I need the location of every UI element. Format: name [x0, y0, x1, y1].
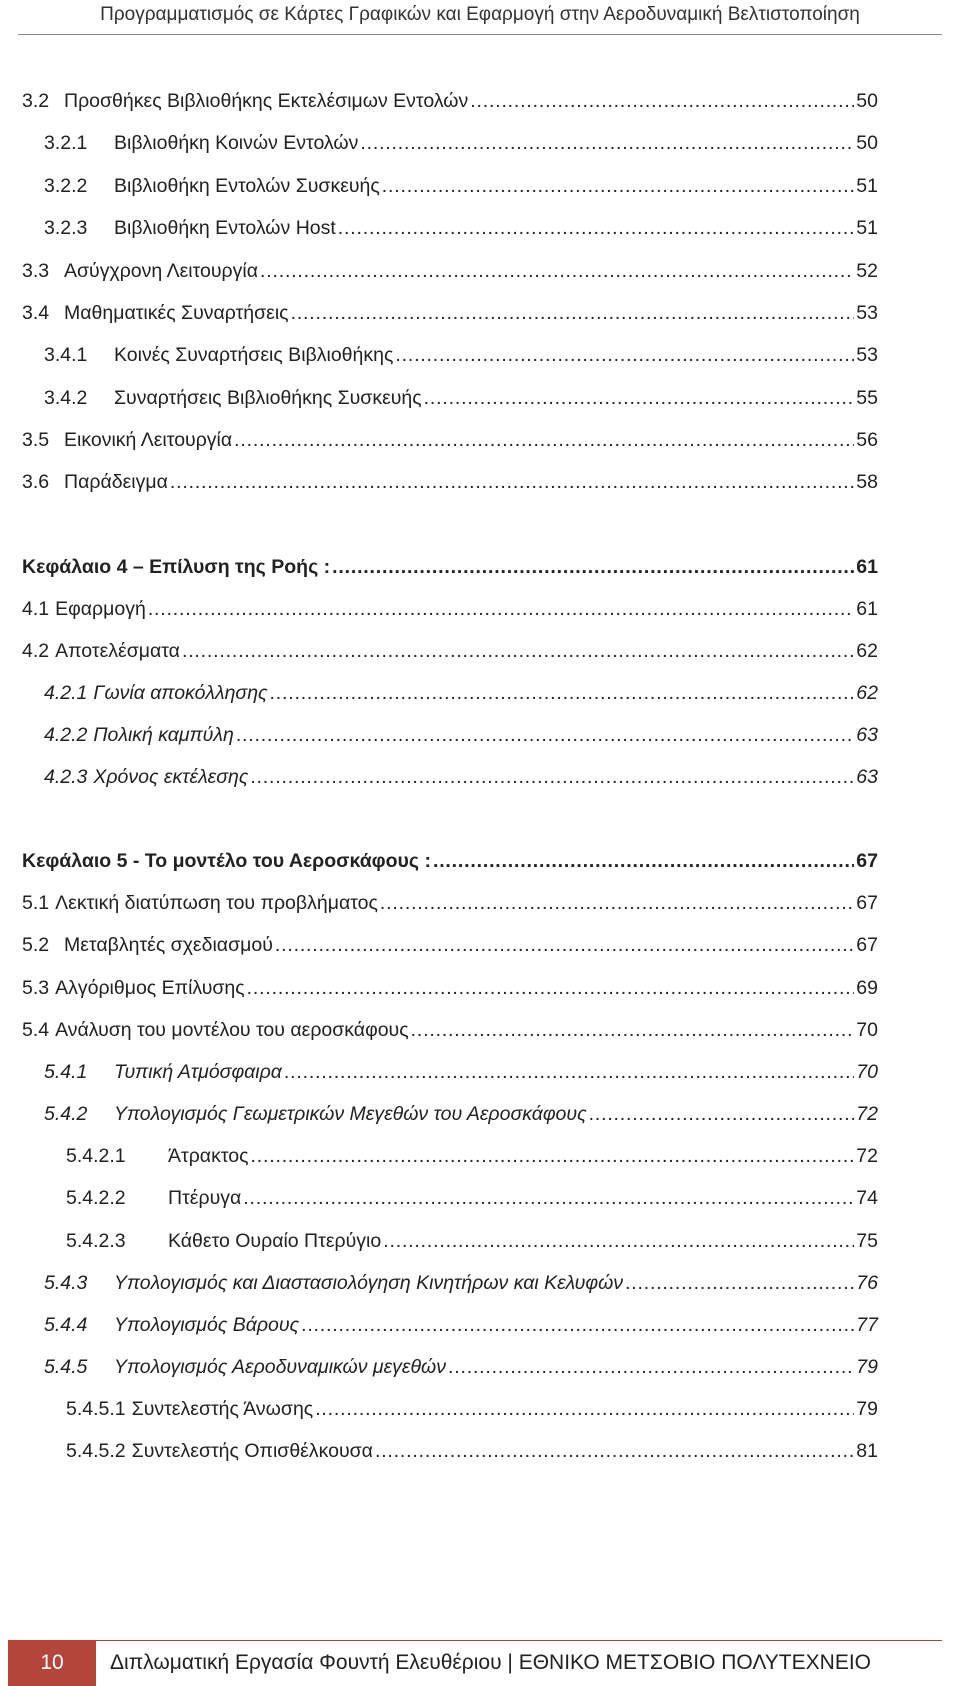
toc-entry: [44, 720, 878, 750]
toc-entry-title: Κοινές Συναρτήσεις Βιβλιοθήκης: [114, 344, 394, 366]
toc-entry: [44, 171, 878, 201]
toc-page-number: 72: [856, 1103, 878, 1125]
toc-page-number: 74: [856, 1187, 878, 1209]
toc-entry-title: Υπολογισμός και Διαστασιολόγηση Κινητήρων και Κελυφών: [114, 1272, 624, 1294]
toc-dot-leader: [375, 1436, 854, 1466]
toc-entry: [66, 1226, 878, 1256]
toc-dot-leader: [275, 930, 854, 960]
toc-entry-heading: [44, 762, 248, 792]
toc-entry-number: 3.4.2: [44, 387, 88, 409]
toc-entry-title: Υπολογισμός Γεωμετρικών Μεγεθών του Αεροσκάφους: [114, 1103, 587, 1125]
toc-page-number: 51: [856, 217, 878, 239]
toc-entry-title: Κάθετο Ουραίο Πτερύγιο: [168, 1230, 382, 1252]
toc-entry-heading: [44, 1310, 299, 1340]
toc-chapter-entry: [22, 846, 878, 876]
toc-entry-number: 5.2: [22, 934, 50, 956]
toc-entry-number: 5.4.5.1: [66, 1398, 126, 1420]
toc-entry-number: 5.4.2: [44, 1103, 88, 1125]
toc-page-number: 51: [856, 175, 878, 197]
toc-entry-heading: [22, 298, 289, 328]
toc-page-number: 50: [856, 132, 878, 154]
toc-dot-leader: [448, 1352, 854, 1382]
toc-entry-title: Κεφάλαιο 5 - Το μοντέλο του Αεροσκάφους :: [22, 850, 431, 872]
toc-dot-leader: [315, 1394, 854, 1424]
toc-entry-heading: [22, 467, 168, 497]
toc-page-number: 76: [856, 1272, 878, 1294]
toc-entry-title: Χρόνος εκτέλεσης: [93, 766, 249, 788]
toc-page-number: 56: [856, 429, 878, 451]
toc-entry-heading: [22, 846, 431, 876]
toc-entry-title: Εικονική Λειτουργία: [64, 429, 233, 451]
toc-page-number: 61: [856, 556, 878, 578]
toc-entry: [66, 1394, 878, 1424]
toc-entry-heading: [22, 86, 468, 116]
toc-entry-number: 3.6: [22, 471, 50, 493]
toc-entry-heading: [22, 594, 146, 624]
toc-dot-leader: [470, 86, 854, 116]
toc-entry-title: Συντελεστής Οπισθέλκουσα: [131, 1440, 373, 1462]
toc-entry: [22, 888, 878, 918]
toc-entry: [44, 340, 878, 370]
toc-entry-heading: [22, 552, 330, 582]
toc-dot-leader: [380, 888, 854, 918]
toc-page-number: 72: [856, 1145, 878, 1167]
toc-entry-number: 4.2.2: [44, 724, 88, 746]
toc-entry-title: Βιβλιοθήκη Εντολών Host: [114, 217, 336, 239]
toc-page-number: 69: [856, 977, 878, 999]
toc-entry-title: Τυπική Ατμόσφαιρα: [114, 1061, 282, 1083]
toc-page-number: 81: [856, 1440, 878, 1462]
toc-entry: [22, 930, 878, 960]
toc-entry: [44, 1057, 878, 1087]
toc-entry: [44, 762, 878, 792]
toc-page-number: 50: [856, 90, 878, 112]
toc-dot-leader: [411, 1015, 855, 1045]
toc-entry: [44, 383, 878, 413]
toc-entry-title: Συντελεστής Άνωσης: [131, 1398, 314, 1420]
toc-dot-leader: [182, 636, 854, 666]
toc-entry: [22, 425, 878, 455]
toc-entry: [22, 256, 878, 286]
toc-dot-leader: [424, 383, 855, 413]
toc-entry-number: 3.4.1: [44, 344, 88, 366]
toc-entry-heading: [44, 1099, 587, 1129]
toc-page-number: 55: [856, 387, 878, 409]
toc-entry-title: Συναρτήσεις Βιβλιοθήκης Συσκευής: [114, 387, 422, 409]
toc-entry-heading: [44, 213, 336, 243]
toc-page-number: 58: [856, 471, 878, 493]
toc-entry: [22, 467, 878, 497]
toc-entry-number: 5.1: [22, 892, 50, 914]
toc-entry-title: Ανάλυση του μοντέλου του αεροσκάφους: [55, 1019, 409, 1041]
toc-entry-title: Πολική καμπύλη: [93, 724, 234, 746]
toc-entry-heading: [66, 1226, 381, 1256]
toc-entry-number: 5.4.2.2: [66, 1187, 126, 1209]
toc-entry-heading: [22, 1015, 409, 1045]
toc-entry-number: 5.4.4: [44, 1314, 88, 1336]
toc-entry-title: Υπολογισμός Αεροδυναμικών μεγεθών: [114, 1356, 446, 1378]
toc-page-number: 52: [856, 260, 878, 282]
toc-chapter-entry: [22, 552, 878, 582]
toc-entry: [66, 1183, 878, 1213]
toc-dot-leader: [234, 425, 854, 455]
toc-entry-title: Βιβλιοθήκη Εντολών Συσκευής: [114, 175, 380, 197]
toc-dot-leader: [236, 720, 854, 750]
toc-entry-title: Αποτελέσματα: [55, 640, 180, 662]
toc-entry-heading: [44, 1352, 446, 1382]
toc-page-number: 62: [856, 640, 878, 662]
toc-entry: [44, 1310, 878, 1340]
toc-entry-heading: [44, 340, 393, 370]
toc-entry-heading: [44, 1057, 282, 1087]
toc-entry-number: 5.4.2.1: [66, 1145, 126, 1167]
toc-entry-title: Ασύγχρονη Λειτουργία: [64, 260, 259, 282]
toc-entry-heading: [44, 678, 268, 708]
toc-entry-heading: [44, 383, 422, 413]
toc-entry-title: Βιβλιοθήκη Κοινών Εντολών: [114, 132, 359, 154]
toc-dot-leader: [625, 1268, 854, 1298]
toc-entry-number: 5.4.1: [44, 1061, 88, 1083]
toc-entry-title: Προσθήκες Βιβλιοθήκης Εκτελέσιμων Εντολών: [64, 90, 469, 112]
toc-entry-number: 3.2.3: [44, 217, 88, 239]
running-header: Προγραμματισμός σε Κάρτες Γραφικών και Εφαρμογή στην Αεροδυναμική Βελτιστοποίηση: [100, 4, 860, 25]
toc-dot-leader: [395, 340, 854, 370]
toc-entry-heading: [22, 256, 258, 286]
toc-entry-number: 3.2.1: [44, 132, 88, 154]
toc-page-number: 67: [856, 892, 878, 914]
toc-dot-leader: [170, 467, 854, 497]
footer-text: Διπλωματική Εργασία Φουντή Ελευθέριου | ΕΘΝΙΚΟ ΜΕΤΣΟΒΙΟ ΠΟΛΥΤΕΧΝΕΙΟ: [110, 1651, 871, 1674]
toc-dot-leader: [284, 1057, 854, 1087]
toc-dot-leader: [332, 552, 854, 582]
toc-entry-heading: [66, 1394, 313, 1424]
toc-dot-leader: [270, 678, 855, 708]
toc-entry: [66, 1436, 878, 1466]
toc-entry-number: 4.2.1: [44, 682, 88, 704]
toc-entry-number: 3.5: [22, 429, 50, 451]
toc-dot-leader: [291, 298, 855, 328]
toc-entry-title: Μεταβλητές σχεδιασμού: [64, 934, 273, 956]
toc-entry-number: 5.4.3: [44, 1272, 88, 1294]
toc-entry-title: Υπολογισμός Βάρους: [114, 1314, 300, 1336]
toc-entry-title: Άτρακτος: [168, 1145, 249, 1167]
toc-entry-number: 3.3: [22, 260, 50, 282]
toc-page-number: 63: [856, 766, 878, 788]
toc-page-number: 67: [856, 850, 878, 872]
toc-entry: [44, 1099, 878, 1129]
toc-entry-heading: [44, 171, 380, 201]
toc-page-number: 63: [856, 724, 878, 746]
toc-entry-heading: [44, 720, 234, 750]
toc-entry: [44, 1268, 878, 1298]
toc-entry-heading: [66, 1141, 249, 1171]
toc-page-number: 70: [856, 1019, 878, 1041]
toc-page-number: 79: [856, 1398, 878, 1420]
toc-entry-number: 5.3: [22, 977, 50, 999]
toc-entry-heading: [66, 1436, 373, 1466]
toc-entry-number: 3.2.2: [44, 175, 88, 197]
toc-entry-number: 5.4: [22, 1019, 50, 1041]
toc-page-number: 77: [856, 1314, 878, 1336]
toc-dot-leader: [251, 1141, 855, 1171]
toc-entry: [22, 86, 878, 116]
toc-entry: [22, 1015, 878, 1045]
toc-entry-title: Λεκτική διατύπωση του προβλήματος: [55, 892, 378, 914]
toc-entry: [66, 1141, 878, 1171]
toc-dot-leader: [243, 1183, 854, 1213]
toc-entry-title: Μαθηματικές Συναρτήσεις: [64, 302, 289, 324]
toc-entry-heading: [44, 128, 358, 158]
toc-dot-leader: [301, 1310, 854, 1340]
toc-page-number: 62: [856, 682, 878, 704]
toc-entry-number: 5.4.5.2: [66, 1440, 126, 1462]
toc-dot-leader: [247, 973, 855, 1003]
toc-dot-leader: [382, 171, 855, 201]
toc-page-number: 70: [856, 1061, 878, 1083]
toc-entry-number: 3.2: [22, 90, 50, 112]
toc-entry: [22, 636, 878, 666]
toc-page-number: 79: [856, 1356, 878, 1378]
toc-entry-heading: [22, 425, 232, 455]
toc-entry-number: 5.4.5: [44, 1356, 88, 1378]
toc-entry-heading: [22, 973, 245, 1003]
toc-page-number: 53: [856, 302, 878, 324]
toc-entry-title: Κεφάλαιο 4 – Επίλυση της Ροής :: [22, 556, 331, 578]
toc-entry-heading: [66, 1183, 241, 1213]
toc-entry: [44, 128, 878, 158]
toc-entry-heading: [22, 930, 273, 960]
toc-entry-number: 4.2.3: [44, 766, 88, 788]
toc-page-number: 75: [856, 1230, 878, 1252]
toc-entry-number: 4.1: [22, 598, 50, 620]
toc-entry: [44, 678, 878, 708]
toc-entry-heading: [44, 1268, 623, 1298]
toc-page-number: 53: [856, 344, 878, 366]
toc-dot-leader: [148, 594, 854, 624]
toc-dot-leader: [260, 256, 854, 286]
toc-page-number: 67: [856, 934, 878, 956]
toc-entry-title: Γωνία αποκόλλησης: [93, 682, 268, 704]
toc-entry-title: Εφαρμογή: [55, 598, 146, 620]
toc-entry: [44, 1352, 878, 1382]
toc-entry-number: 5.4.2.3: [66, 1230, 126, 1252]
toc-entry-heading: [22, 888, 378, 918]
toc-dot-leader: [338, 213, 855, 243]
toc-entry-title: Παράδειγμα: [64, 471, 168, 493]
toc-entry-heading: [22, 636, 180, 666]
toc-dot-leader: [433, 846, 854, 876]
toc-entry: [44, 213, 878, 243]
toc-entry: [22, 298, 878, 328]
toc-entry-title: Αλγόριθμος Επίλυσης: [55, 977, 245, 999]
toc-entry-number: 4.2: [22, 640, 50, 662]
toc-entry-title: Πτέρυγα: [168, 1187, 242, 1209]
footer-page-number: 10: [40, 1651, 64, 1674]
toc-dot-leader: [589, 1099, 855, 1129]
toc-entry-number: 3.4: [22, 302, 50, 324]
toc-dot-leader: [250, 762, 854, 792]
toc-dot-leader: [360, 128, 854, 158]
toc-dot-leader: [383, 1226, 854, 1256]
toc-page-number: 61: [856, 598, 878, 620]
toc-entry: [22, 973, 878, 1003]
toc-entry: [22, 594, 878, 624]
